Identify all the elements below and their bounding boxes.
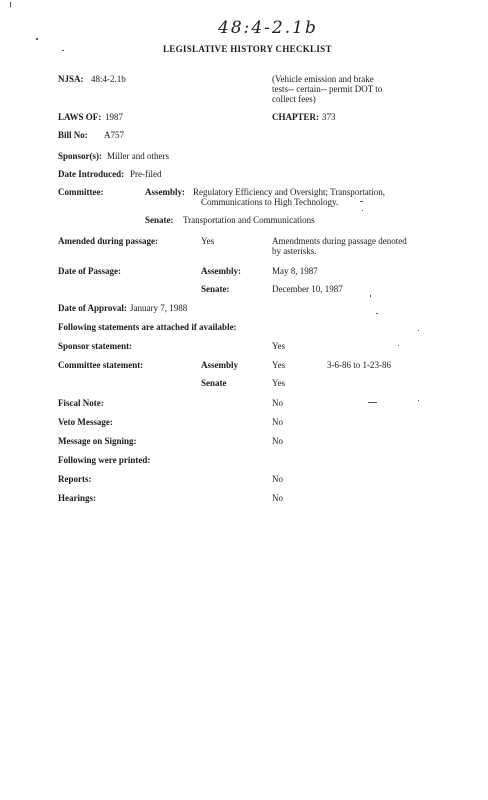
amended-note-line-1: Amendments during passage denoted — [272, 236, 407, 246]
veto-message-value: No — [272, 417, 283, 427]
subject-line-3: collect fees) — [272, 94, 316, 104]
passage-senate-label: Senate: — [201, 284, 230, 294]
committee-senate-value: Transportation and Communications — [183, 215, 315, 225]
committee-assembly-line-2: Communications to High Technology. — [201, 197, 339, 207]
committee-statement-senate-value: Yes — [272, 378, 286, 388]
chapter-value: 373 — [322, 112, 336, 122]
scan-speck — [10, 2, 11, 7]
committee-assembly-label: Assembly: — [145, 187, 185, 197]
following-printed-heading: Following were printed: — [58, 455, 151, 465]
scan-speck — [368, 402, 377, 403]
passage-senate-date: December 10, 1987 — [272, 284, 343, 294]
scan-speck — [418, 400, 419, 401]
scan-speck — [418, 330, 419, 331]
scan-speck — [376, 313, 378, 314]
committee-assembly-line-1: Regulatory Efficiency and Oversight; Transportation, — [193, 187, 386, 197]
sponsor-statement-value: Yes — [272, 341, 286, 351]
message-on-signing-value: No — [272, 436, 283, 446]
committee-label: Committee: — [58, 187, 104, 197]
scan-speck — [360, 201, 363, 202]
date-introduced-label: Date Introduced: — [58, 169, 125, 179]
reports-label: Reports: — [58, 474, 92, 484]
page-title: LEGISLATIVE HISTORY CHECKLIST — [163, 44, 332, 54]
committee-statement-label: Committee statement: — [58, 360, 144, 370]
scan-speck — [62, 50, 64, 51]
sponsor-statement-label: Sponsor statement: — [58, 341, 133, 351]
message-on-signing-label: Message on Signing: — [58, 436, 137, 446]
reports-value: No — [272, 474, 283, 484]
sponsors-value: Miller and others — [107, 151, 169, 161]
committee-statement-assembly-label: Assembly — [201, 360, 239, 370]
fiscal-note-value: No — [272, 398, 283, 408]
hearings-label: Hearings: — [58, 493, 96, 503]
amended-note-line-2: by asterisks. — [272, 246, 317, 256]
scan-speck — [362, 210, 363, 211]
approval-label: Date of Approval: — [58, 303, 127, 313]
scan-speck — [370, 295, 371, 297]
committee-statement-assembly-dates: 3-6-86 to 1-23-86 — [327, 360, 391, 370]
scan-speck — [398, 345, 399, 346]
date-introduced-value: Pre-filed — [130, 169, 162, 179]
laws-of-label: LAWS OF: — [58, 112, 102, 122]
njsa-label: NJSA: — [58, 74, 84, 84]
bill-no-label: Bill No: — [58, 130, 88, 140]
fiscal-note-label: Fiscal Note: — [58, 398, 104, 408]
amended-value: Yes — [201, 236, 215, 246]
committee-statement-assembly-value: Yes — [272, 360, 286, 370]
scan-speck — [36, 38, 38, 40]
committee-statement-senate-label: Senate — [201, 378, 227, 388]
laws-of-value: 1987 — [105, 112, 123, 122]
following-attached-heading: Following statements are attached if available: — [58, 322, 237, 332]
committee-senate-label: Senate: — [145, 215, 174, 225]
njsa-value: 48:4-2.1b — [91, 74, 126, 84]
passage-assembly-label: Assembly: — [201, 266, 241, 276]
subject-line-2: tests-- certain-- permit DOT to — [272, 84, 383, 94]
passage-label: Date of Passage: — [58, 266, 121, 276]
approval-value: January 7, 1988 — [130, 303, 188, 313]
passage-assembly-date: May 8, 1987 — [272, 266, 318, 276]
bill-no-value: A757 — [104, 130, 124, 140]
hearings-value: No — [272, 493, 283, 503]
amended-label: Amended during passage: — [58, 236, 159, 246]
handwritten-reference: 48:4-2.1b — [218, 18, 318, 38]
sponsors-label: Sponsor(s): — [58, 151, 103, 161]
veto-message-label: Veto Message: — [58, 417, 113, 427]
chapter-label: CHAPTER: — [272, 112, 319, 122]
subject-line-1: (Vehicle emission and brake — [272, 74, 374, 84]
